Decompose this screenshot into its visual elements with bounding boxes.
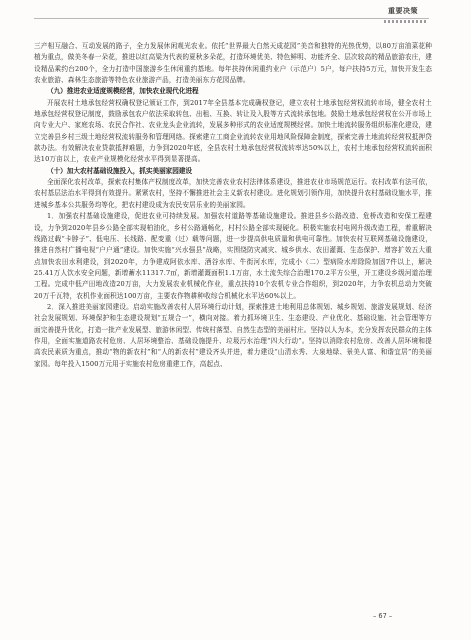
header-decoration-stripe [384,20,428,23]
header-rule [34,18,429,19]
section-heading: （十）加大农村基础设施投入，抓实美丽家园建设 [47,166,193,175]
page-header [0,0,471,26]
section-heading: （九）推进农业适度规模经营，加快农业现代化进程 [47,87,199,96]
document-body [34,41,432,370]
page-number: – 67 – [373,612,393,620]
section-title: 重要决策 [388,7,418,15]
paragraph: 1．加强农村基础设施建设，促进农业可持续发展。加强农村道路等基础设施建设。推进县乡公路改造、危桥改造和安保工程建设，力争到2020年县乡公路全部实现柏油化，乡村公路通畅化，村村公路全部实现硬化。积极实施农村电网升级改造工程，着重解决线路过载“卡脖子”、低电压、长线路、配变重（过）载等问题，进一步提高供电质量和供电可靠性。加快农村互联网基础设施建设，推进自然村广播电视“户户通”建设。加快实施“兴水强县”战略，实围绕防灾减灾、城乡供水、农田灌溉、生态保护、增容扩效五大重点加快农田水利建设，到2020年，力争建成阿依水库、酒谷水库、牛街河水库，完成小（二）型病险水库除险加固7件以上，解决25.41万人饮水安全问题，新增蓄水11317.7㎡，新增灌溉面积1.1万亩，水土流失综合治理170.2平方公里，开工建设乡级河道治理工程。完成中低产田地改造20万亩，大力发展农业机械化作业，重点扶持10个农机专业合作组织，到2020年，力争农机总动力突破20万千瓦特，农机作业面积达100万亩，主要农作物耕种收综合机械化水平达60%以上。 [34,212,432,300]
paragraph: 2．深入推进美丽家园建设。启动实施改善农村人居环境行动计划，探索推进土地利用总体规划、城乡规划、旅游发展规划、经济社会发展规划、环境保护和生态建设规划“五规合一”，横向对接。着力抓环境卫生、生态建设、产业优化、基础设施、社会管理等方面完善提升优化，打造一批产业发展型、旅游休闲型、传统村落型、自然生态型的美丽村庄。坚持以人为本，充分发挥农民群众的主体作用，全面实施道路农村危房、人居环境整治、基础设施提升、垃圾污水治理“四大行动”。坚持以消除农村危房、改善人居环境和提高农民素质为重点，推动“物的新农村”和“人的新农村”建设齐头并进，着力建设“山清水秀、大泉地绿、景美人富、和谐宜居”的美丽家园。每年投入1500万元用于实施农村危房重建工作，高起点、 [34,302,432,368]
paragraph: 开展农村土地承包经营权确权登记颁证工作，到2017年全县基本完成确权登记，建立农村土地承包经营权流转市场，健全农村土地承包经营权登记制度，鼓励承包农户依法采取转包、出租、互换、转让及入股等方式流转承包地。鼓励土地承包经营权在公开市场上向专业大户、家庭农场、农民合作社、农业龙头企业流转，发展多种形式的农业适度规模经营。加快土地流转服务组织标准化建设，建立完善县乡村三级土地经营权流转服务和管理网络。探索建立工商企业流转农业用地风险保障金制度，探索完善土地流转经营权抵押贷款办法。有效解决农业贷款抵押难题，力争到2020年底，全县农村土地承包经营权流转率达50%以上，农村土地承包经营权流转面积达10万亩以上，农业产业规模化经营水平得到显著提高。 [34,98,432,164]
paragraph: 全面深化农村改革，探索农村集体产权制度改革，加快完善农业农村法律体系建设，推进农业市场规范运行。农村改革有法可依，农村基层法治水平得到有效提升。紧紧农村，坚持不懈推进社会主义新农村建设。进化规划引领作用，加快提升农村基础设施水平，推进城乡基本公共服务均等化，把农村建设成为农民安居乐业的美丽家园。 [34,178,432,209]
paragraph: 三产相互融合、互动发展的路子，全力发展休闲观光农业。依托“世界最大白然天成花园”美音和独特的光热优势，以80万亩油菜花种植为重点，做美冬春一朵花，推进以红高粱为代表的夏秋多朵花，打造环境优美、特色鲜明、功能齐全、层次较高的精品旅游农庄，建设精品乘约台200个，全力打造中国旅游乡生休闲重约基地。每年扶持休闲重约业户（示范户）5户，每户扶持5万元，加快开发生态农业旅游、森林生态旅游等特色农业旅游产品，打造美丽东方花园品牌。 [34,42,432,85]
